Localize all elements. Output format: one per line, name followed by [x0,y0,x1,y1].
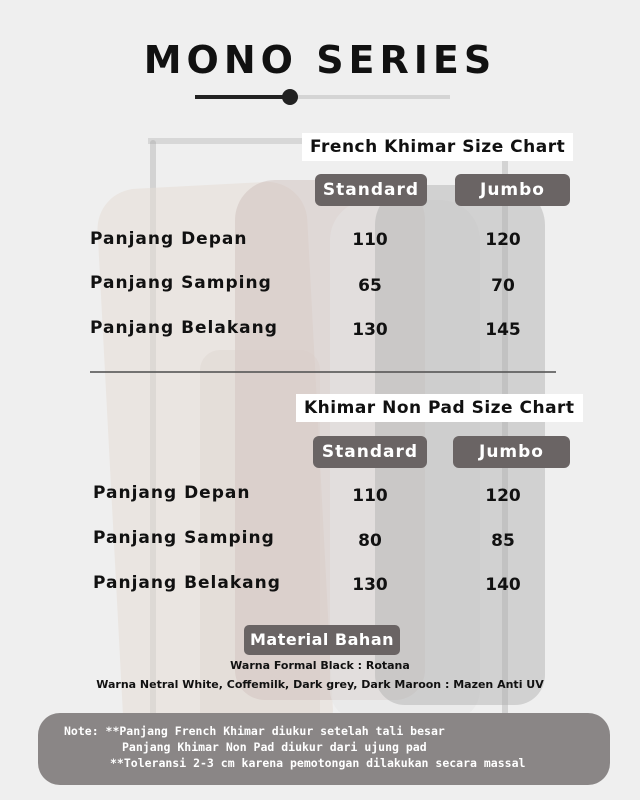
nonpad-column-jumbo: Jumbo [453,436,570,468]
title-underline-accent [195,95,290,99]
nonpad-row-label: Panjang Depan [93,483,251,503]
french-chart-title: French Khimar Size Chart [302,133,573,161]
nonpad-row-label: Panjang Samping [93,528,275,548]
french-value-jumbo: 145 [485,320,521,340]
note-line-nonpad: Panjang Khimar Non Pad diukur dari ujung pad [122,740,427,754]
french-value-jumbo: 70 [491,276,515,296]
nonpad-value-jumbo: 85 [491,531,515,551]
nonpad-value-jumbo: 120 [485,486,521,506]
french-column-standard: Standard [315,174,427,206]
french-row-label: Panjang Samping [90,273,272,293]
french-row-label: Panjang Depan [90,229,248,249]
french-value-standard: 110 [352,230,388,250]
material-line-formal: Warna Formal Black : Rotana [230,659,410,672]
page-title: MONO SERIES [143,38,497,82]
french-value-standard: 65 [358,276,382,296]
nonpad-value-standard: 80 [358,531,382,551]
french-row-label: Panjang Belakang [90,318,278,338]
nonpad-value-standard: 110 [352,486,388,506]
material-line-netral: Warna Netral White, Coffemilk, Dark grey, Dark Maroon : Mazen Anti UV [96,678,544,691]
french-value-standard: 130 [352,320,388,340]
material-title: Material Bahan [244,625,400,655]
nonpad-column-standard: Standard [313,436,427,468]
nonpad-chart-title: Khimar Non Pad Size Chart [296,394,583,422]
note-line-french: Note: **Panjang French Khimar diukur setelah tali besar [64,724,445,738]
french-column-jumbo: Jumbo [455,174,570,206]
nonpad-value-standard: 130 [352,575,388,595]
title-underline-dot [282,89,298,105]
nonpad-value-jumbo: 140 [485,575,521,595]
note-line-toleransi: **Toleransi 2-3 cm karena pemotongan dilakukan secara massal [110,756,526,770]
section-divider [90,371,556,373]
nonpad-row-label: Panjang Belakang [93,573,281,593]
note-box [38,713,610,785]
french-value-jumbo: 120 [485,230,521,250]
